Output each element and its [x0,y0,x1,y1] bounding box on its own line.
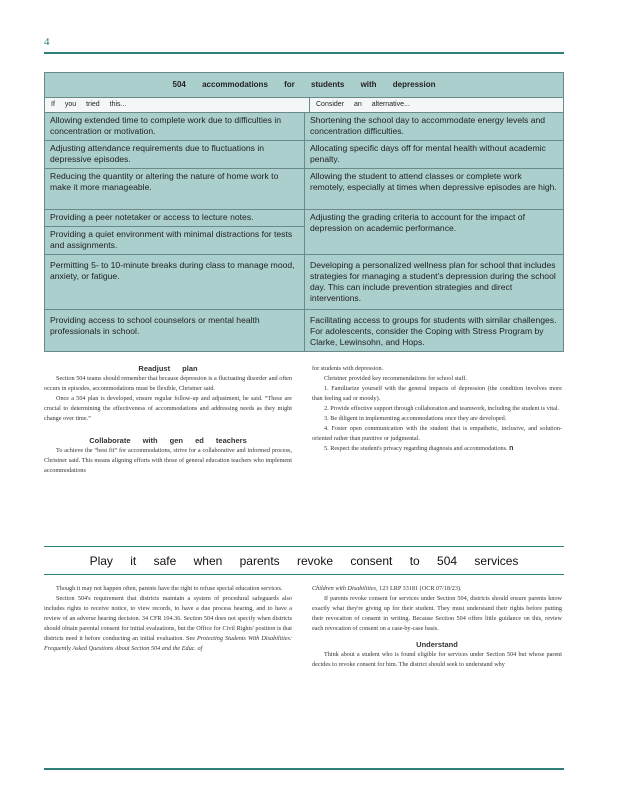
recommendation-item: 5. Respect the student's privacy regarding diagnosis and accommodations. [324,445,508,452]
table-cell: Providing a peer notetaker or access to lecture notes. [50,212,254,222]
page-number: 4 [44,36,50,48]
recommendation-item: 2. Provide effective support through collaboration and teamwork, including the student is vital. [324,405,560,412]
accommodations-table [44,72,564,352]
table-cell: Shortening the school day to accommodate energy levels and concentration difficulties. [310,115,546,136]
row-divider [45,254,563,255]
top-rule [44,52,564,54]
article-title-rule [44,574,564,575]
row-divider [45,309,563,310]
article-right-column [312,584,562,670]
paragraph: If parents revoke consent for services under Section 504, districts should ensure parents know exactly what they're giving up for their student. They must understand their rights before putting their revocation of consent in writing. Because Section 504 offers little guidance on this, review each revocation of consent on a case-by-case basis. [312,595,562,632]
table-title: 504 accommodations for students with depression [45,73,563,98]
paragraph: Once a 504 plan is developed, ensure regular follow-up and adjustment, he said. “These are crucial to determining the effectiveness of accommodations and addressing needs as they might change over time.” [44,395,292,422]
paragraph: Section 504's requirement that districts maintain a system of procedural safeguards also includes rights to receive notice, to view records, to have a due process hearing, and to have a review of an adverse hearing decision. 34 CFR 104.36. Section 504 does not specify when districts should obtain parental consent for initial evaluations, but the Office for Civil Rights' position is that districts need it before conducting an initial evaluation. See [44,595,292,642]
col2-header: Consider an alternative... [316,101,410,108]
table-cell: Providing access to school counselors or mental health professionals in school. [50,315,260,336]
article-left-column [44,584,292,654]
table-cell: Adjusting attendance requirements due to fluctuations in depressive episodes. [50,143,265,164]
col1-header: If you tried this... [45,98,310,112]
citation: Protecting Students With Disabilities: Frequently Asked Questions About Section 504 and the Educ. of [44,635,293,652]
understand-heading: Understand [416,640,458,649]
table-cell: Allowing extended time to complete work due to difficulties in concentration or motivation. [50,115,282,136]
left-column [44,364,292,476]
collaborate-heading: Collaborate with gen ed teachers [89,436,247,445]
paragraph: Though it may not happen often, parents have the right to refuse special education services. [56,585,283,592]
paragraph: Think about a student who is found eligible for services under Section 504 but whose parent decides to revoke consent for him. The district should seek to understand why [312,651,562,668]
table-cell: Permitting 5- to 10-minute breaks during class to manage mood, anxiety, or fatigue. [50,260,295,281]
table-body [45,113,563,351]
table-cell: Reducing the quantity or altering the nature of home work to make it more manageable. [50,171,279,192]
readjust-heading: Readjust plan [138,364,198,373]
citation: Children with Disabilities [312,585,377,592]
article-top-rule [44,546,564,547]
paragraph: To achieve the “best fit” for accommodations, strive for a collaborative and informed process, Christner said. This means aligning efforts with those of general education teachers who implement accommodations [44,447,292,474]
table-cell: Allowing the student to attend classes or complete work remotely, especially at times when depressive episodes are high. [310,171,557,192]
bottom-rule [44,768,564,770]
table-cell: Adjusting the grading criteria to account for the impact of depression on academic performance. [310,212,525,233]
right-column [312,364,562,454]
end-mark: n [509,445,514,452]
table-cell: Developing a personalized wellness plan for school that includes strategies for managing a student's depression during the school day. This can include prevention strategies and direct interventions. [310,260,556,303]
table-cell: Allocating specific days off for mental health without academic penalty. [310,143,546,164]
recommendation-item: 4. Foster open communication with the student that is empathetic, inclusive, and solution-oriented rather than punitive or judgmental. [312,425,562,442]
recommendation-item: 1. Familiarize yourself with the general impacts of depression (the condition involves more than feeling sad or moody). [312,385,562,402]
table-cell: Providing a quiet environment with minimal distractions for tests and assignments. [50,229,293,250]
paragraph: Christner provided key recommendations for school staff. [324,375,468,382]
paragraph: for students with depression. [312,365,384,372]
paragraph: , 123 LRP 33181 (OCR 07/18/23). [376,585,462,592]
article-title: Play it safe when parents revoke consent to 504 services [89,554,519,568]
table-subheader [45,98,563,113]
recommendation-item: 3. Be diligent in implementing accommodations once they are developed. [324,415,507,422]
paragraph: Section 504 teams should remember that because depression is a fluctuating disorder and often occurs in episodes, accommodations must be flexible, Christner said. [44,375,292,392]
table-cell: Facilitating access to groups for students with similar challenges. For adolescents, consider the Coping with Stress Program by Clarke, Lewinsohn, and Hops. [310,315,557,347]
